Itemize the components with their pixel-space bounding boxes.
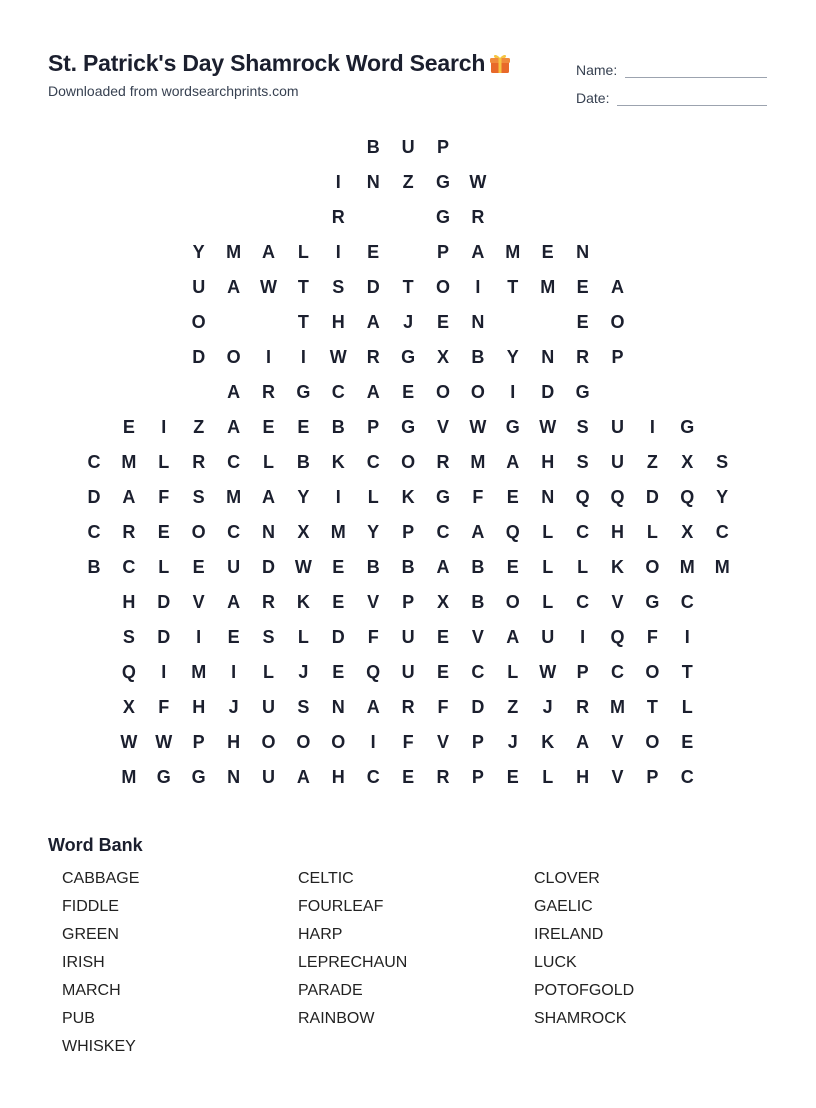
grid-cell[interactable]: C xyxy=(680,767,694,787)
grid-cell[interactable]: U xyxy=(401,627,415,647)
grid-cell[interactable]: P xyxy=(576,662,589,682)
page-subtitle: Downloaded from wordsearchprints.com xyxy=(48,83,299,99)
grid-cell[interactable]: D xyxy=(645,487,659,507)
grid-cell[interactable]: J xyxy=(228,697,239,717)
grid-cell[interactable]: U xyxy=(227,557,241,577)
grid-cell[interactable]: B xyxy=(471,557,485,577)
grid-cell[interactable]: R xyxy=(576,347,590,367)
grid-cell[interactable]: A xyxy=(227,382,241,402)
word-bank-item: SHAMROCK xyxy=(534,1010,627,1027)
grid-cell[interactable]: P xyxy=(436,137,449,157)
grid-cell[interactable]: M xyxy=(714,557,730,577)
grid-cell[interactable]: B xyxy=(296,452,310,472)
grid-cell[interactable]: E xyxy=(576,277,589,297)
word-bank-item: IRELAND xyxy=(534,926,604,943)
grid-cell[interactable]: I xyxy=(370,732,376,752)
grid-cell[interactable]: C xyxy=(122,557,136,577)
grid-cell[interactable]: Q xyxy=(610,627,625,647)
grid-cell[interactable]: D xyxy=(157,592,171,612)
word-bank-item: MARCH xyxy=(62,982,121,999)
grid-cell[interactable]: E xyxy=(227,627,240,647)
grid-cell[interactable]: O xyxy=(191,312,206,332)
grid-cell[interactable]: R xyxy=(262,382,275,402)
word-bank-item: LEPRECHAUN xyxy=(298,954,408,971)
word-bank-item: POTOFGOLD xyxy=(534,982,635,999)
grid-cell[interactable]: E xyxy=(332,662,345,682)
grid-cell[interactable]: C xyxy=(436,522,450,542)
date-label: Date: xyxy=(576,90,610,106)
grid-cell[interactable]: Y xyxy=(716,487,729,507)
grid-cell[interactable]: I xyxy=(475,277,481,297)
grid-cell[interactable]: U xyxy=(262,697,275,717)
grid-cell[interactable]: H xyxy=(227,732,241,752)
grid-cell[interactable]: I xyxy=(580,627,586,647)
grid-cell[interactable]: A xyxy=(436,557,450,577)
grid-cell[interactable]: H xyxy=(331,767,345,787)
grid-cell[interactable]: C xyxy=(366,452,380,472)
grid-cell[interactable]: O xyxy=(645,662,660,682)
grid-cell[interactable]: I xyxy=(161,662,167,682)
grid-cell[interactable]: D xyxy=(157,627,171,647)
grid-cell[interactable]: A xyxy=(227,417,241,437)
word-bank-item: FOURLEAF xyxy=(298,898,384,915)
grid-cell[interactable]: A xyxy=(611,277,624,297)
grid-cell[interactable]: U xyxy=(611,417,624,437)
grid-cell[interactable]: S xyxy=(576,452,589,472)
grid-cell[interactable]: K xyxy=(401,487,415,507)
grid-cell[interactable]: K xyxy=(296,592,310,612)
grid-cell[interactable]: L xyxy=(263,452,274,472)
grid-cell[interactable]: L xyxy=(367,487,379,507)
grid-cell[interactable]: B xyxy=(471,347,485,367)
grid-cell[interactable]: V xyxy=(436,732,449,752)
grid-cell[interactable]: L xyxy=(646,522,658,542)
grid-cell[interactable]: T xyxy=(402,277,414,297)
grid-cell[interactable]: C xyxy=(331,382,345,402)
grid-cell[interactable]: I xyxy=(649,417,655,437)
grid-cell[interactable]: M xyxy=(121,767,137,787)
grid-cell[interactable]: N xyxy=(366,172,380,192)
word-bank-item: PARADE xyxy=(298,982,363,999)
grid-cell[interactable]: I xyxy=(335,242,341,262)
grid-cell[interactable]: J xyxy=(507,732,518,752)
grid-cell[interactable]: I xyxy=(196,627,202,647)
grid-cell[interactable]: Y xyxy=(506,347,519,367)
grid-cell[interactable]: S xyxy=(262,627,275,647)
word-bank-item: GAELIC xyxy=(534,898,593,915)
grid-cell[interactable]: Q xyxy=(366,662,381,682)
grid-cell[interactable]: C xyxy=(576,522,590,542)
grid-cell[interactable]: B xyxy=(87,557,101,577)
grid-cell[interactable]: K xyxy=(541,732,555,752)
grid-cell[interactable]: A xyxy=(122,487,136,507)
grid-cell[interactable]: D xyxy=(471,697,485,717)
grid-cell[interactable]: M xyxy=(226,242,242,262)
grid-cell[interactable]: L xyxy=(542,592,554,612)
grid-cell[interactable]: A xyxy=(506,452,520,472)
grid-cell[interactable]: V xyxy=(192,592,205,612)
grid-cell[interactable]: Z xyxy=(507,697,519,717)
grid-cell[interactable]: S xyxy=(297,697,310,717)
grid-cell[interactable]: W xyxy=(539,662,557,682)
grid-cell[interactable]: J xyxy=(542,697,553,717)
grid-cell[interactable]: M xyxy=(505,242,521,262)
word-bank-item: CABBAGE xyxy=(62,870,140,887)
grid-cell[interactable]: I xyxy=(510,382,516,402)
grid-cell[interactable]: C xyxy=(87,522,101,542)
grid-cell[interactable]: L xyxy=(542,767,554,787)
grid-cell[interactable]: C xyxy=(87,452,101,472)
grid-cell[interactable]: A xyxy=(366,382,380,402)
title-text: St. Patrick's Day Shamrock Word Search xyxy=(48,50,486,76)
grid-cell[interactable]: E xyxy=(192,557,205,577)
grid-cell[interactable]: X xyxy=(436,592,449,612)
grid-cell[interactable]: G xyxy=(680,417,695,437)
grid-cell[interactable]: I xyxy=(335,487,341,507)
grid-cell[interactable]: E xyxy=(436,627,449,647)
grid-cell[interactable]: Z xyxy=(402,172,414,192)
grid-cell[interactable]: L xyxy=(297,627,309,647)
grid-cell[interactable]: W xyxy=(539,417,557,437)
grid-cell[interactable]: R xyxy=(576,697,590,717)
grid-cell[interactable]: G xyxy=(191,767,206,787)
grid-cell[interactable]: G xyxy=(435,207,450,227)
grid-cell[interactable]: Q xyxy=(610,487,625,507)
grid-cell[interactable]: X xyxy=(681,452,694,472)
grid-cell[interactable]: W xyxy=(260,277,277,297)
grid-cell[interactable]: R xyxy=(122,522,136,542)
grid-cell[interactable]: M xyxy=(330,522,346,542)
grid-cell[interactable]: F xyxy=(158,487,170,507)
grid-cell[interactable]: S xyxy=(576,417,589,437)
grid-cell[interactable]: C xyxy=(611,662,624,682)
grid-cell[interactable]: B xyxy=(471,592,485,612)
grid-cell[interactable]: O xyxy=(645,557,660,577)
grid-cell[interactable]: R xyxy=(401,697,415,717)
grid-cell[interactable]: I xyxy=(335,172,341,192)
grid-cell[interactable]: C xyxy=(227,522,241,542)
grid-cell[interactable]: A xyxy=(366,697,380,717)
grid-cell[interactable]: V xyxy=(471,627,484,647)
grid-cell[interactable]: F xyxy=(402,732,414,752)
grid-cell[interactable]: V xyxy=(611,732,624,752)
grid-cell[interactable]: Y xyxy=(192,242,205,262)
grid-cell[interactable]: L xyxy=(158,557,170,577)
grid-cell[interactable]: L xyxy=(158,452,170,472)
grid-cell[interactable]: E xyxy=(157,522,170,542)
grid-cell[interactable]: L xyxy=(681,697,693,717)
grid-cell[interactable]: P xyxy=(436,242,449,262)
grid-cell[interactable]: W xyxy=(155,732,173,752)
grid-cell[interactable]: S xyxy=(332,277,345,297)
grid-cell[interactable]: P xyxy=(367,417,380,437)
grid-cell[interactable]: A xyxy=(366,312,380,332)
grid-cell[interactable]: N xyxy=(576,242,590,262)
grid-cell[interactable]: E xyxy=(402,767,415,787)
grid-cell[interactable]: R xyxy=(331,207,345,227)
grid-cell[interactable]: D xyxy=(331,627,345,647)
grid-cell[interactable]: L xyxy=(577,557,589,577)
word-bank-list xyxy=(62,868,782,1064)
grid-cell[interactable]: E xyxy=(367,242,380,262)
grid-cell[interactable]: G xyxy=(435,172,450,192)
word-bank-item: HARP xyxy=(298,926,343,943)
grid-cell[interactable]: E xyxy=(402,382,415,402)
grid-cell[interactable]: B xyxy=(331,417,345,437)
grid-cell[interactable]: G xyxy=(156,767,171,787)
grid-cell[interactable]: O xyxy=(261,732,276,752)
grid-cell[interactable]: P xyxy=(471,732,484,752)
grid-cell[interactable]: W xyxy=(329,347,347,367)
grid-cell[interactable]: O xyxy=(296,732,311,752)
grid-cell[interactable]: G xyxy=(575,382,590,402)
grid-cell[interactable]: M xyxy=(191,662,207,682)
grid-cell[interactable]: L xyxy=(263,662,274,682)
word-bank-item: CLOVER xyxy=(534,870,600,887)
grid-cell[interactable]: A xyxy=(576,732,590,752)
grid-cell[interactable]: Q xyxy=(680,487,695,507)
grid-cell[interactable]: G xyxy=(296,382,311,402)
grid-cell[interactable]: E xyxy=(262,417,275,437)
grid-cell[interactable]: E xyxy=(332,592,345,612)
grid-cell[interactable]: E xyxy=(506,557,519,577)
grid-cell[interactable]: A xyxy=(262,242,275,262)
grid-cell[interactable]: W xyxy=(294,557,312,577)
grid-cell[interactable]: U xyxy=(401,137,415,157)
grid-cell[interactable]: V xyxy=(436,417,449,437)
grid-cell[interactable]: O xyxy=(435,277,450,297)
grid-cell[interactable]: L xyxy=(542,557,554,577)
grid-cell[interactable]: M xyxy=(226,487,242,507)
grid-cell[interactable]: F xyxy=(158,697,170,717)
grid-cell[interactable]: K xyxy=(331,452,345,472)
grid-cell[interactable]: G xyxy=(505,417,520,437)
grid-cell[interactable]: O xyxy=(226,347,241,367)
grid-cell[interactable]: E xyxy=(576,312,589,332)
grid-cell[interactable]: A xyxy=(506,627,520,647)
word-bank-item: PUB xyxy=(62,1010,95,1027)
grid-cell[interactable]: P xyxy=(646,767,659,787)
grid-cell[interactable]: E xyxy=(297,417,310,437)
grid-cell[interactable]: D xyxy=(262,557,275,577)
grid-cell[interactable]: F xyxy=(367,627,379,647)
grid-cell[interactable]: O xyxy=(610,312,625,332)
grid-cell[interactable]: C xyxy=(227,452,241,472)
grid-cell[interactable]: M xyxy=(540,277,556,297)
grid-cell[interactable]: C xyxy=(576,592,590,612)
grid-cell[interactable]: O xyxy=(331,732,346,752)
grid-cell[interactable]: E xyxy=(506,767,519,787)
grid-cell[interactable]: K xyxy=(611,557,624,577)
grid-cell[interactable]: F xyxy=(472,487,484,507)
grid-cell[interactable]: T xyxy=(507,277,519,297)
word-bank-item: CELTIC xyxy=(298,870,354,887)
grid-cell[interactable]: M xyxy=(679,557,695,577)
grid-cell[interactable]: O xyxy=(435,382,450,402)
grid-cell[interactable]: E xyxy=(436,312,449,332)
grid-cell[interactable]: U xyxy=(401,662,415,682)
grid-cell[interactable]: H xyxy=(576,767,590,787)
grid-cell[interactable]: C xyxy=(680,592,694,612)
grid-cell[interactable]: L xyxy=(542,522,554,542)
grid-cell[interactable]: O xyxy=(191,522,206,542)
word-bank-item: RAINBOW xyxy=(298,1010,375,1027)
grid-cell[interactable]: R xyxy=(436,767,450,787)
word-bank-title: Word Bank xyxy=(48,835,143,855)
grid-cell[interactable]: R xyxy=(366,347,380,367)
grid-cell[interactable]: Y xyxy=(297,487,310,507)
grid-cell[interactable]: I xyxy=(231,662,237,682)
grid-cell[interactable]: S xyxy=(192,487,205,507)
grid-cell[interactable]: N xyxy=(262,522,275,542)
grid-cell[interactable]: X xyxy=(436,347,449,367)
grid-cell[interactable]: Q xyxy=(121,662,136,682)
grid-cell[interactable]: I xyxy=(161,417,167,437)
grid-cell[interactable]: N xyxy=(471,312,485,332)
grid-cell[interactable]: Z xyxy=(646,452,658,472)
grid-cell[interactable]: T xyxy=(297,312,309,332)
grid-cell[interactable]: G xyxy=(401,347,416,367)
grid-cell[interactable]: T xyxy=(297,277,309,297)
grid-cell[interactable]: E xyxy=(506,487,519,507)
grid-cell[interactable]: N xyxy=(227,767,241,787)
grid-cell[interactable]: R xyxy=(471,207,485,227)
grid-cell[interactable]: H xyxy=(331,312,345,332)
grid-cell[interactable]: E xyxy=(436,662,449,682)
grid-cell[interactable]: Y xyxy=(367,522,380,542)
grid-cell[interactable]: S xyxy=(122,627,135,647)
grid-cell[interactable]: Q xyxy=(575,487,590,507)
grid-cell[interactable]: N xyxy=(541,487,555,507)
grid-cell[interactable]: H xyxy=(122,592,136,612)
word-bank-item: FIDDLE xyxy=(62,898,119,915)
grid-cell[interactable]: I xyxy=(684,627,690,647)
grid-cell[interactable]: X xyxy=(297,522,310,542)
grid-cell[interactable]: G xyxy=(435,487,450,507)
grid-cell[interactable]: E xyxy=(122,417,135,437)
grid-cell[interactable]: W xyxy=(469,172,487,192)
grid-cell[interactable]: J xyxy=(403,312,414,332)
word-bank-item: LUCK xyxy=(534,954,577,971)
grid-cell[interactable]: I xyxy=(265,347,271,367)
grid-cell[interactable]: P xyxy=(402,592,415,612)
grid-cell[interactable]: T xyxy=(681,662,693,682)
grid-cell[interactable]: R xyxy=(192,452,206,472)
grid-cell[interactable]: A xyxy=(296,767,310,787)
grid-cell[interactable]: O xyxy=(470,382,485,402)
grid-cell[interactable]: X xyxy=(122,697,135,717)
grid-cell[interactable]: U xyxy=(541,627,555,647)
grid-cell[interactable]: E xyxy=(332,557,345,577)
grid-cell[interactable]: C xyxy=(471,662,485,682)
word-bank-item: GREEN xyxy=(62,926,119,943)
grid-cell[interactable]: U xyxy=(611,452,624,472)
grid-cell[interactable]: G xyxy=(401,417,416,437)
grid-cell[interactable]: N xyxy=(541,347,555,367)
grid-cell[interactable]: J xyxy=(298,662,309,682)
grid-cell[interactable]: C xyxy=(715,522,729,542)
grid-cell[interactable]: R xyxy=(436,452,450,472)
grid-cell[interactable]: P xyxy=(402,522,415,542)
word-bank-item: WHISKEY xyxy=(62,1038,136,1055)
grid-cell[interactable]: V xyxy=(611,592,624,612)
grid-cell[interactable]: O xyxy=(645,732,660,752)
grid-cell[interactable]: W xyxy=(120,732,138,752)
grid-cell[interactable]: E xyxy=(681,732,694,752)
grid-cell[interactable]: P xyxy=(611,347,624,367)
grid-cell[interactable]: O xyxy=(401,452,416,472)
grid-cell[interactable]: H xyxy=(192,697,206,717)
grid-cell[interactable]: D xyxy=(366,277,380,297)
grid-cell[interactable]: U xyxy=(262,767,275,787)
grid-cell[interactable]: Q xyxy=(505,522,520,542)
grid-cell[interactable]: A xyxy=(227,592,241,612)
grid-cell[interactable]: B xyxy=(366,557,380,577)
grid-cell[interactable]: C xyxy=(366,767,380,787)
grid-cell[interactable]: H xyxy=(611,522,624,542)
grid-cell[interactable]: A xyxy=(471,522,485,542)
grid-cell[interactable]: P xyxy=(471,767,484,787)
grid-cell[interactable]: S xyxy=(716,452,729,472)
grid-cell[interactable]: N xyxy=(331,697,345,717)
grid-cell[interactable]: B xyxy=(366,137,380,157)
grid-cell[interactable]: M xyxy=(121,452,137,472)
grid-cell[interactable]: V xyxy=(367,592,380,612)
grid-cell[interactable]: U xyxy=(192,277,206,297)
grid-cell[interactable]: D xyxy=(192,347,206,367)
grid-cell[interactable]: G xyxy=(645,592,660,612)
grid-cell[interactable]: V xyxy=(611,767,624,787)
grid-cell[interactable]: A xyxy=(262,487,275,507)
grid-cell[interactable]: W xyxy=(469,417,487,437)
grid-cell[interactable]: F xyxy=(437,697,449,717)
grid-cell[interactable]: M xyxy=(610,697,625,717)
grid-cell[interactable]: H xyxy=(541,452,555,472)
grid-cell[interactable]: I xyxy=(300,347,306,367)
word-bank-item: IRISH xyxy=(62,954,105,971)
grid-cell[interactable]: F xyxy=(646,627,658,647)
grid-cell[interactable]: O xyxy=(505,592,520,612)
grid-cell[interactable]: P xyxy=(192,732,205,752)
grid-cell[interactable]: L xyxy=(507,662,519,682)
grid-cell[interactable]: M xyxy=(470,452,486,472)
name-label: Name: xyxy=(576,62,618,78)
grid-cell[interactable]: A xyxy=(471,242,485,262)
grid-cell[interactable]: A xyxy=(227,277,241,297)
grid-cell[interactable]: D xyxy=(87,487,101,507)
grid-cell[interactable]: Z xyxy=(193,417,205,437)
grid-cell[interactable]: X xyxy=(681,522,694,542)
grid-cell[interactable]: E xyxy=(541,242,554,262)
grid-cell[interactable]: B xyxy=(401,557,415,577)
grid-cell[interactable]: T xyxy=(646,697,658,717)
grid-cell[interactable]: L xyxy=(297,242,309,262)
grid-cell[interactable]: R xyxy=(262,592,275,612)
grid-cell[interactable]: D xyxy=(541,382,555,402)
